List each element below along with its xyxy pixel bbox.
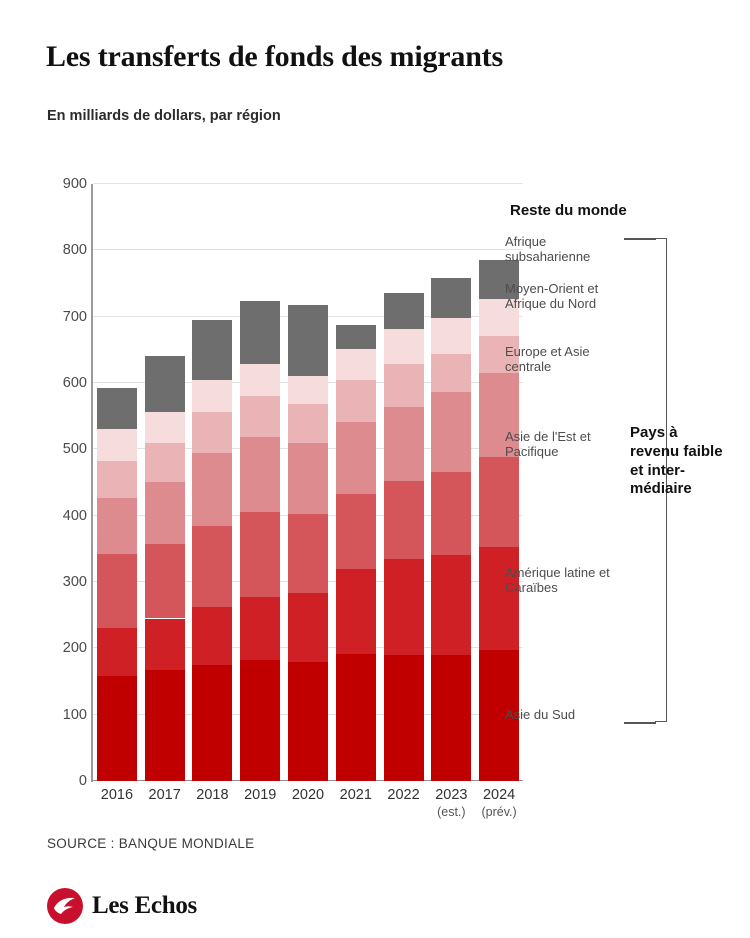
bar-segment bbox=[145, 356, 185, 412]
bar-segment bbox=[97, 628, 137, 676]
y-axis-tick: 900 bbox=[62, 176, 87, 192]
bar-stack bbox=[240, 184, 280, 781]
bar-segment bbox=[479, 547, 519, 650]
page-title: Les transferts de fonds des migrants bbox=[46, 40, 503, 73]
legend-item-label: Reste du monde bbox=[510, 202, 627, 219]
bar-segment bbox=[97, 676, 137, 781]
bar-segment bbox=[192, 380, 232, 412]
bar-segment bbox=[336, 494, 376, 569]
bar-segment bbox=[192, 665, 232, 781]
bar-segment bbox=[384, 481, 424, 559]
bar-segment bbox=[192, 412, 232, 453]
bar-stack bbox=[336, 184, 376, 781]
bar-segment bbox=[479, 457, 519, 547]
bar-segment bbox=[431, 278, 471, 318]
bar-segment bbox=[192, 607, 232, 665]
bar-segment bbox=[431, 318, 471, 354]
bird-logo-icon bbox=[47, 888, 83, 924]
bar-segment bbox=[240, 597, 280, 661]
brand-logo bbox=[47, 888, 197, 924]
bar-stack bbox=[479, 184, 519, 781]
y-axis-tick: 100 bbox=[62, 706, 87, 723]
y-axis-tick: 300 bbox=[62, 574, 87, 590]
legend-item-label: Asie de l'Est et Pacifique bbox=[505, 429, 591, 460]
y-axis-tick: 500 bbox=[62, 441, 87, 458]
bar-segment bbox=[288, 305, 328, 375]
bar-stack bbox=[145, 184, 185, 781]
bar-segment bbox=[97, 461, 137, 499]
bar-segment bbox=[145, 670, 185, 781]
bar-segment bbox=[384, 559, 424, 655]
bar-segment bbox=[336, 654, 376, 781]
bar-segment bbox=[240, 364, 280, 396]
x-axis-tick: 2022 bbox=[387, 787, 420, 803]
source-note: SOURCE : BANQUE MONDIALE bbox=[47, 836, 255, 851]
bar-segment bbox=[192, 526, 232, 606]
bar-stack bbox=[192, 184, 232, 781]
bracket-connector bbox=[624, 722, 656, 724]
bar-segment bbox=[240, 660, 280, 781]
y-axis-tick: 400 bbox=[62, 507, 87, 524]
bar-segment bbox=[384, 364, 424, 407]
chart-subtitle: En milliards de dollars, par région bbox=[47, 108, 281, 124]
x-axis-tick: 2016 bbox=[100, 787, 134, 803]
bracket-connector bbox=[624, 238, 656, 240]
bar-segment bbox=[288, 662, 328, 781]
bar-segment bbox=[97, 429, 137, 461]
x-axis-tick: 2019 bbox=[244, 787, 277, 803]
y-axis-tick-labels bbox=[35, 176, 87, 789]
x-axis-tick: 2024 (prév.) bbox=[475, 787, 523, 819]
bar-segment bbox=[192, 453, 232, 526]
bar-segment bbox=[336, 380, 376, 422]
y-axis-tick: 700 bbox=[62, 308, 87, 325]
legend-item-label: Moyen-Orient et Afrique du Nord bbox=[505, 281, 599, 312]
bar-segment bbox=[431, 354, 471, 392]
x-axis-tick: 2017 bbox=[148, 787, 181, 803]
x-axis-tick-note: (est.) bbox=[437, 805, 466, 819]
bar-segment bbox=[384, 329, 424, 364]
bar-segment bbox=[192, 320, 232, 380]
x-axis-tick-note: (prév.) bbox=[481, 805, 517, 819]
y-axis-tick: 200 bbox=[62, 640, 87, 657]
bar-segment bbox=[336, 325, 376, 350]
y-axis-tick: 0 bbox=[78, 773, 87, 789]
bar-segment bbox=[145, 443, 185, 481]
bar-segment bbox=[145, 619, 185, 670]
legend-item-label: Europe et Asie centrale bbox=[505, 344, 590, 375]
bar-segment bbox=[97, 498, 137, 554]
bar-segment bbox=[240, 437, 280, 511]
bar-segment bbox=[145, 412, 185, 443]
brand-name: Les Echos bbox=[92, 892, 197, 919]
bar-stack bbox=[288, 184, 328, 781]
bar-segment bbox=[336, 569, 376, 654]
chart-plot-area bbox=[93, 184, 523, 781]
x-axis-tick: 2021 bbox=[339, 787, 372, 803]
bar-segment bbox=[384, 407, 424, 481]
legend-item-label: Afrique subsaharienne bbox=[505, 234, 591, 265]
bar-segment bbox=[97, 554, 137, 628]
bar-segment bbox=[240, 301, 280, 364]
bar-segment bbox=[288, 443, 328, 515]
bar-segment bbox=[431, 472, 471, 556]
bar-segment bbox=[288, 404, 328, 442]
x-axis-tick: 2018 bbox=[196, 787, 229, 803]
x-axis-tick: 2023 (est.) bbox=[427, 787, 475, 819]
y-axis-tick: 600 bbox=[62, 375, 87, 391]
bar-segment bbox=[384, 293, 424, 328]
bar-segment bbox=[240, 396, 280, 437]
bar-stack bbox=[431, 184, 471, 781]
bar-segment bbox=[431, 392, 471, 472]
bar-segment bbox=[431, 655, 471, 781]
x-axis-tick: 2020 bbox=[291, 787, 325, 803]
bar-segment bbox=[431, 555, 471, 655]
bar-stack bbox=[97, 184, 137, 781]
bar-segment bbox=[97, 388, 137, 428]
bar-segment bbox=[145, 482, 185, 544]
y-axis-tick: 800 bbox=[62, 242, 87, 259]
bar-segment bbox=[384, 655, 424, 781]
bar-segment bbox=[336, 422, 376, 494]
bar-stack bbox=[384, 184, 424, 781]
legend-item-label: Amérique latine et Caraïbes bbox=[505, 565, 610, 596]
bar-segment bbox=[336, 349, 376, 380]
bar-segment bbox=[145, 544, 185, 618]
bar-segment bbox=[288, 593, 328, 661]
bar-segment bbox=[240, 512, 280, 597]
legend-item-label: Asie du Sud bbox=[505, 707, 576, 722]
bar-segment bbox=[288, 514, 328, 593]
bar-segment bbox=[288, 376, 328, 405]
bracket-note-label: Pays à revenu faible et intermédiaire bbox=[630, 424, 723, 498]
